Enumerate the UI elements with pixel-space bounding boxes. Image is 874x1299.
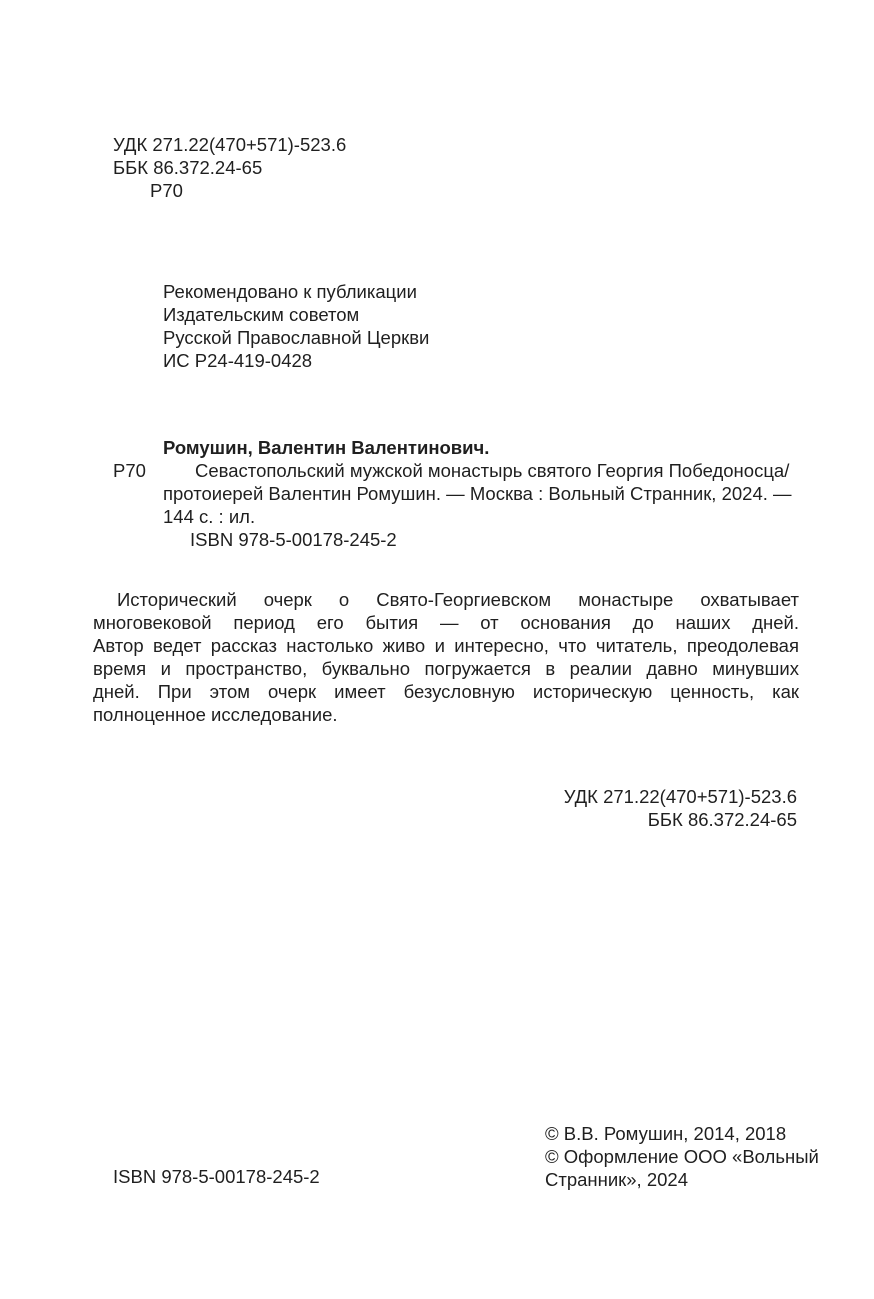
approval-line: Издательским советом: [163, 304, 360, 325]
isbn-footer: [113, 1165, 320, 1188]
approval-line: Рекомендовано к публикации: [163, 281, 417, 302]
catalog-card-block: [113, 436, 813, 551]
isbn-number: ISBN 978-5-00178-245-2: [113, 1166, 320, 1187]
approval-block: [163, 280, 429, 372]
bbk-code: ББК 86.372.24-65: [113, 157, 263, 178]
approval-line: ИС Р24-419-0428: [163, 350, 313, 371]
annotation-line: Автор ведет рассказ настолько живо и интересно, что читатель, преодолевая: [93, 635, 799, 656]
top-codes-block: [113, 133, 346, 202]
udk-code: УДК 271.22(470+571)-523.6: [113, 134, 347, 155]
catalog-line: 144 с. : ил.: [163, 506, 256, 527]
bbk-code: ББК 86.372.24-65: [647, 809, 797, 830]
approval-line: Русской Православной Церкви: [163, 327, 430, 348]
annotation-line: многовековой период его бытия — от основания до наших дней.: [93, 612, 799, 633]
copyright-line: © Оформление ООО «Вольный: [545, 1146, 819, 1167]
copyright-line: © В.В. Ромушин, 2014, 2018: [545, 1123, 787, 1144]
catalog-line: Севастопольский мужской монастырь святого Георгия Победоносца/: [195, 460, 790, 481]
annotation-line: полноценное исследование.: [93, 704, 338, 725]
annotation-line: время и пространство, буквально погружается в реалии давно минувших: [93, 658, 799, 679]
annotation-block: [93, 588, 799, 726]
author-heading: Ромушин, Валентин Валентинович.: [163, 437, 490, 458]
copyright-block: [545, 1122, 819, 1191]
copyright-line: Странник», 2024: [545, 1169, 688, 1190]
author-sign-hanging: Р70: [113, 460, 146, 481]
author-sign: Р70: [150, 180, 183, 201]
annotation-line: Исторический очерк о Свято-Георгиевском монастыре охватывает: [117, 589, 799, 610]
catalog-line: протоиерей Валентин Ромушин. — Москва : Вольный Странник, 2024. —: [163, 483, 792, 504]
catalog-isbn: ISBN 978-5-00178-245-2: [190, 529, 397, 550]
annotation-line: дней. При этом очерк имеет безусловную историческую ценность, как: [93, 681, 799, 702]
udk-code: УДК 271.22(470+571)-523.6: [563, 786, 797, 807]
bottom-codes-block: [564, 785, 797, 831]
